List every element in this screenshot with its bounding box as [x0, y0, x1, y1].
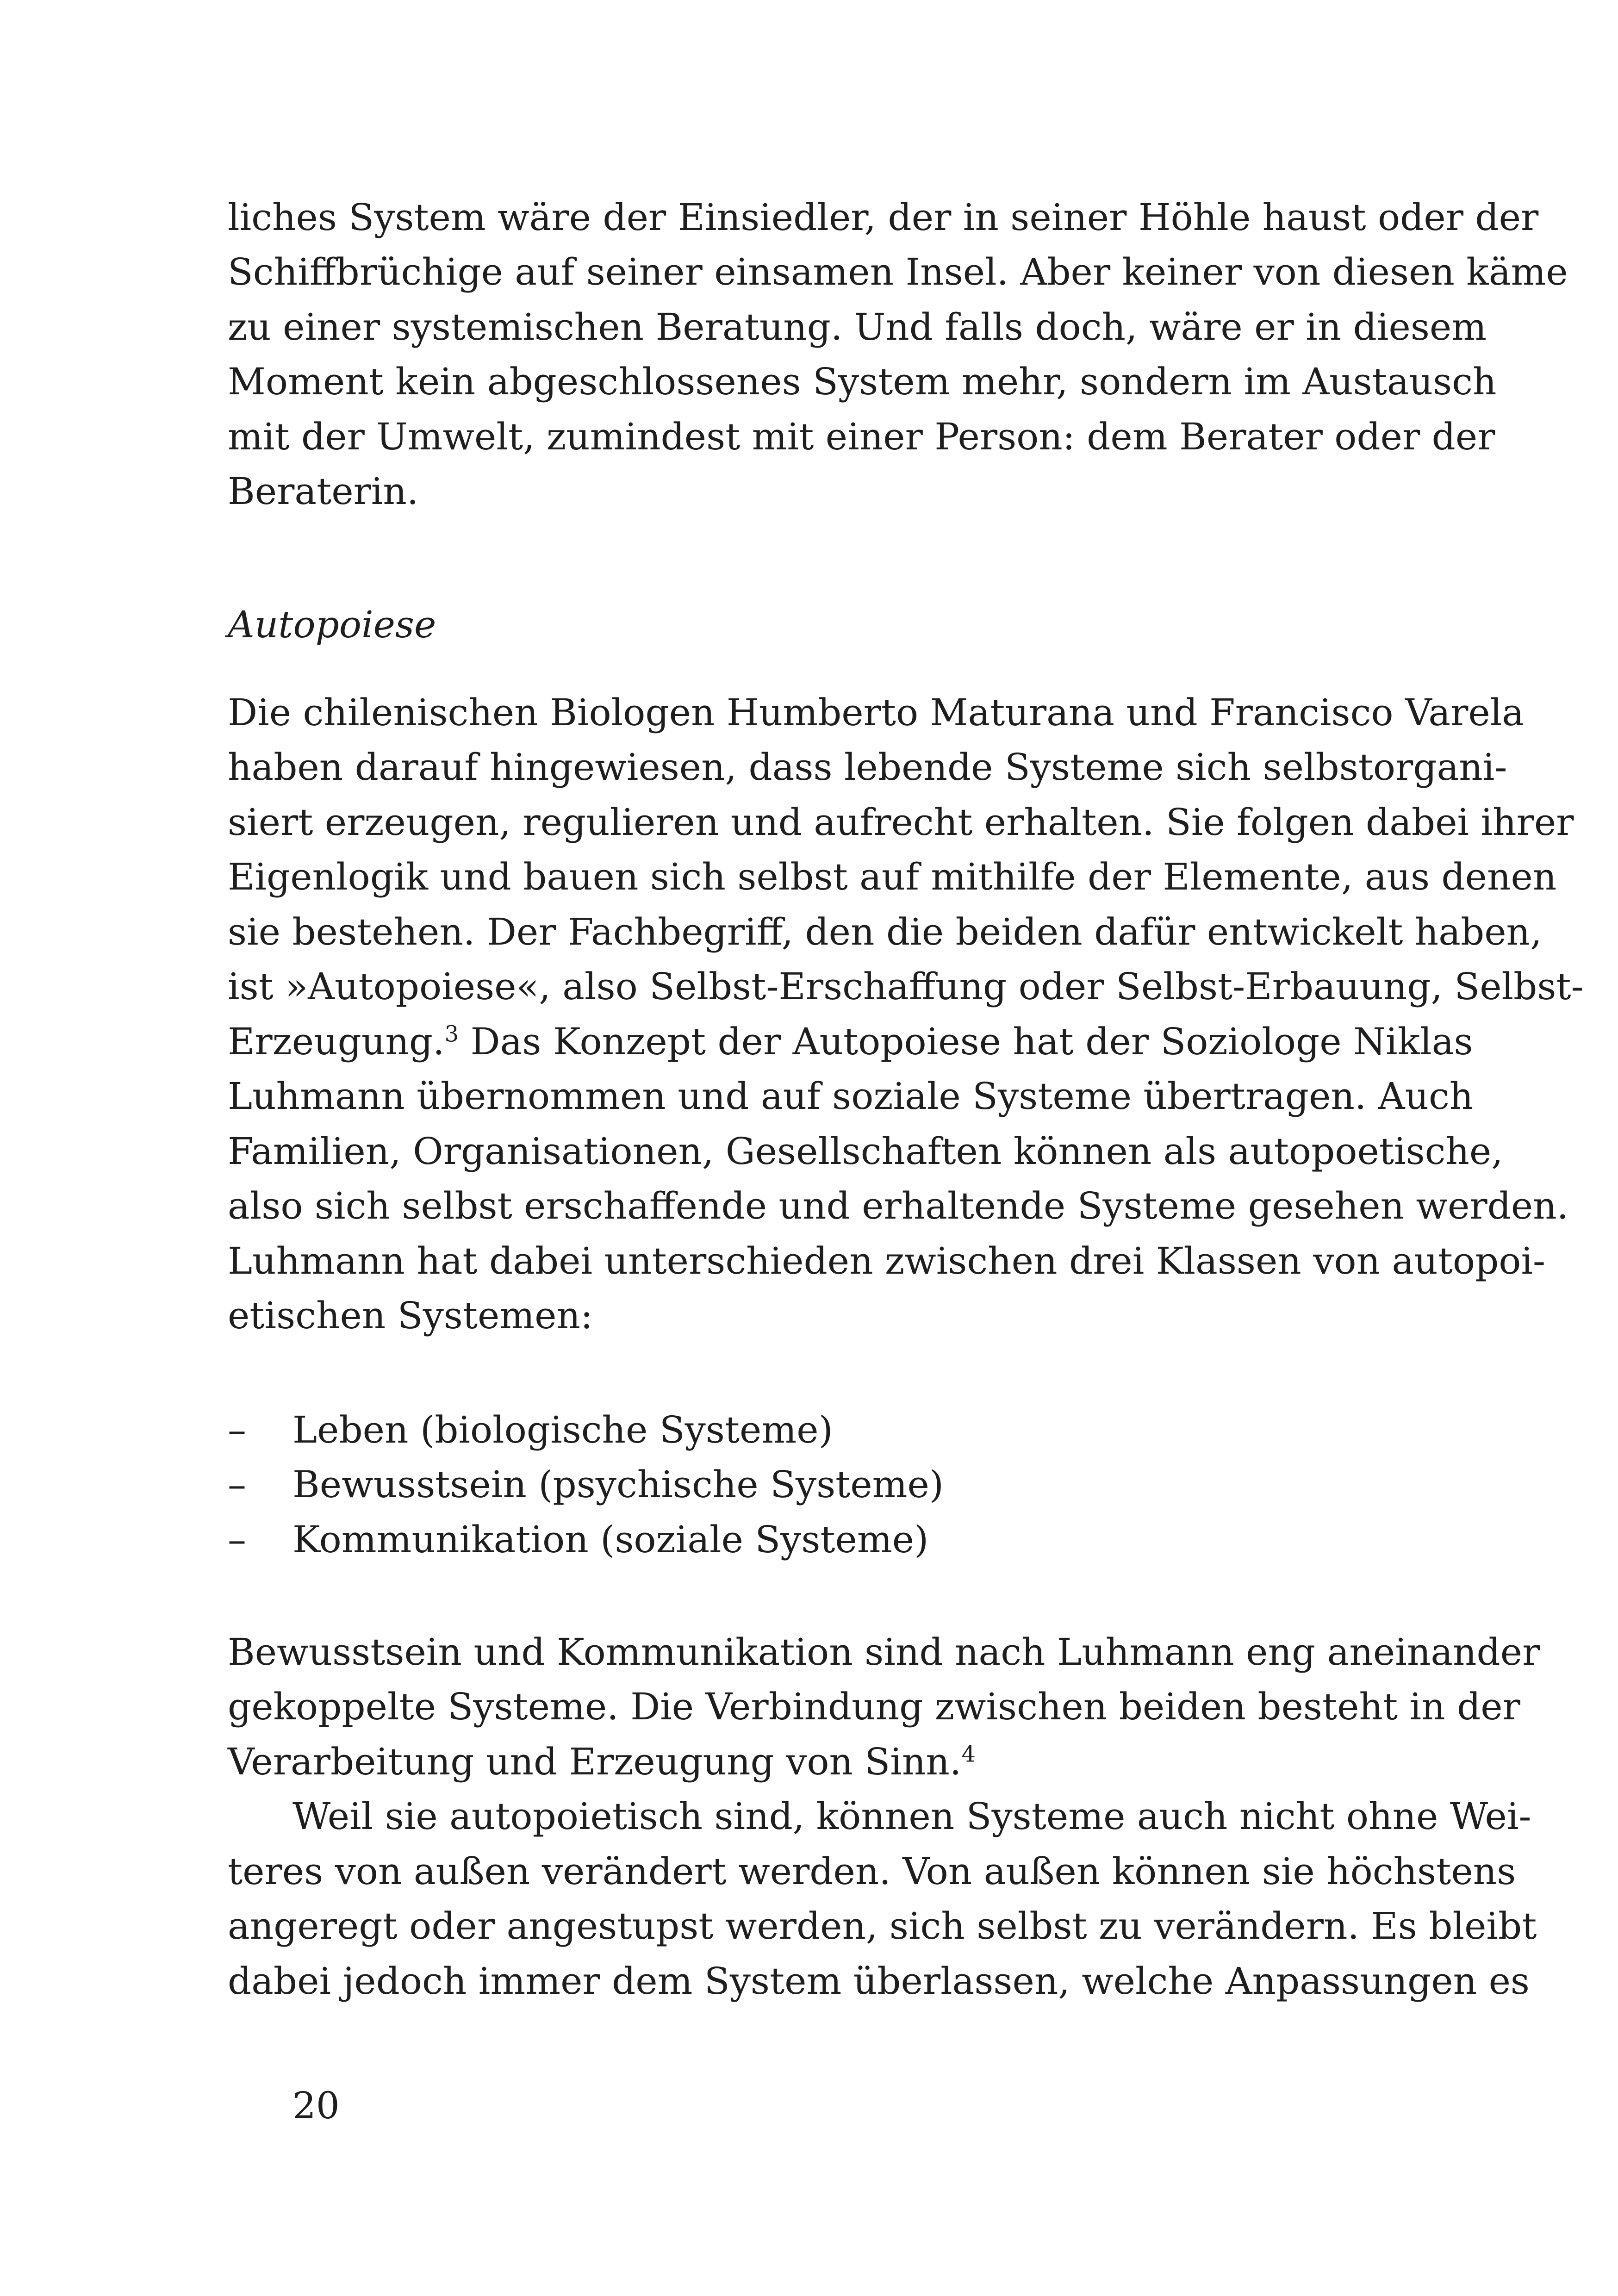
text-line: Moment kein abgeschlossenes System mehr, sondern im Austausch [228, 360, 1497, 403]
text-line: Schiffbrüchige auf seiner einsamen Insel. Aber keiner von diesen käme [228, 250, 1568, 293]
list-item [228, 1457, 1415, 1512]
text-line: Beraterin. [228, 470, 419, 513]
list-item-text: Leben (biologische Systeme) [292, 1408, 833, 1451]
text-line: gekoppelte Systeme. Die Verbindung zwischen beiden besteht in der [228, 1685, 1520, 1728]
text-line: sie bestehen. Der Fachbegriff, den die beiden dafür entwickelt haben, [228, 910, 1542, 953]
text-line: Die chilenischen Biologen Humberto Maturana und Francisco Varela [228, 691, 1524, 734]
text-line: teres von außen verändert werden. Von außen können sie höchstens [228, 1850, 1516, 1893]
text-line: zu einer systemischen Beratung. Und falls doch, wäre er in diesem [228, 305, 1487, 348]
text-line: Luhmann hat dabei unterschieden zwischen drei Klassen von autopoi- [228, 1239, 1546, 1282]
text-segment: Das Konzept der Autopoiese hat der Soziologe Niklas [459, 1020, 1473, 1063]
text-line: etischen Systemen: [228, 1294, 593, 1337]
list-item [228, 1402, 1415, 1458]
footnote-marker: 3 [444, 1021, 459, 1047]
page-number: 20 [292, 2084, 340, 2127]
section-heading: Autopoiese [228, 603, 436, 646]
list-item-text: Bewusstsein (psychische Systeme) [292, 1463, 944, 1506]
list-item-text: Kommunikation (soziale Systeme) [292, 1518, 929, 1561]
footnote-marker: 4 [961, 1741, 976, 1767]
text-line: Bewusstsein und Kommunikation sind nach Luhmann eng aneinander [228, 1630, 1540, 1674]
text-line: angeregt oder angestupst werden, sich selbst zu verändern. Es bleibt [228, 1904, 1537, 1948]
text-segment: Verarbeitung und Erzeugung von Sinn. [228, 1740, 962, 1783]
text-line: Eigenlogik und bauen sich selbst auf mithilfe der Elemente, aus denen [228, 855, 1557, 898]
text-line: Weil sie autopoietisch sind, können Systeme auch nicht ohne Wei- [292, 1795, 1531, 1838]
text-line: dabei jedoch immer dem System überlassen, welche Anpassungen es [228, 1960, 1530, 2003]
text-line: haben darauf hingewiesen, dass lebende Systeme sich selbstorgani- [228, 746, 1507, 789]
text-line: Familien, Organisationen, Gesellschaften können als autopoetische, [228, 1130, 1503, 1173]
text-line: Luhmann übernommen und auf soziale Systeme übertragen. Auch [228, 1075, 1474, 1118]
text-line: also sich selbst erschaffende und erhaltende Systeme gesehen werden. [228, 1184, 1569, 1227]
text-line: ist »Autopoiese«, also Selbst-Erschaffung oder Selbst-Erbauung, Selbst- [228, 965, 1584, 1008]
list-dash: – [228, 1463, 246, 1506]
text-line-with-footnote [228, 1014, 1473, 1070]
text-line: mit der Umwelt, zumindest mit einer Person: dem Berater oder der [228, 415, 1495, 458]
text-segment: Erzeugung. [228, 1020, 445, 1063]
text-line: liches System wäre der Einsiedler, der in seiner Höhle haust oder der [228, 196, 1539, 239]
list-item [228, 1512, 1415, 1568]
text-line-with-footnote [228, 1734, 1415, 1790]
text-line: siert erzeugen, regulieren und aufrecht erhalten. Sie folgen dabei ihrer [228, 801, 1574, 844]
list-dash: – [228, 1518, 246, 1561]
list-dash: – [228, 1408, 246, 1451]
